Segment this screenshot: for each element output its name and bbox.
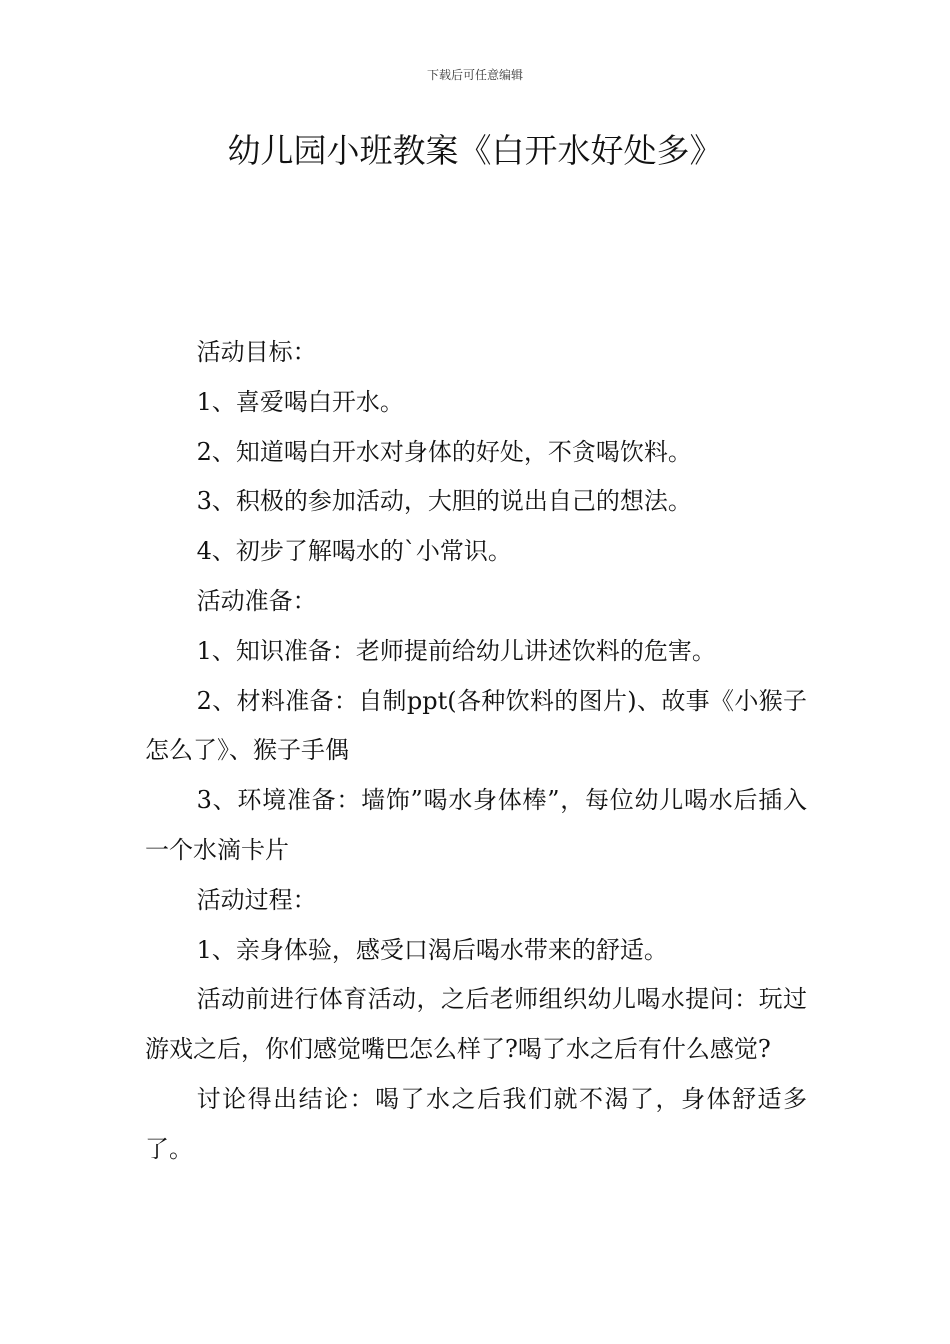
goal-item: 4、初步了解喝水的`小常识。 [196, 537, 512, 566]
header-note: 下载后可任意编辑 [426, 68, 523, 82]
preparation-item: 3、环境准备：墙饰”喝水身体棒”，每位幼儿喝水后插入一个水滴卡片 [145, 786, 807, 864]
document-body [145, 328, 807, 1175]
goal-item: 3、积极的参加活动，大胆的说出自己的想法。 [196, 487, 692, 516]
document-title: 幼儿园小班教案《白开水好处多》 [227, 131, 723, 170]
section-heading-goals: 活动目标： [196, 338, 317, 366]
goal-item: 2、知道喝白开水对身体的好处，不贪喝饮料。 [196, 437, 692, 466]
body-paragraph: 讨论得出结论：喝了水之后我们就不渴了，身体舒适多了。 [145, 1084, 807, 1163]
section-heading-process: 活动过程： [196, 885, 317, 914]
goal-item: 1、喜爱喝白开水。 [196, 387, 404, 416]
process-step: 1、亲身体验，感受口渴后喝水带来的舒适。 [196, 935, 668, 964]
body-paragraph: 活动前进行体育活动，之后老师组织幼儿喝水提问：玩过游戏之后，你们感觉嘴巴怎么样了?喝了水之后有什么感觉? [145, 985, 807, 1064]
preparation-item: 2、材料准备：自制ppt(各种饮料的图片)、故事《小猴子怎么了》、猴子手偶 [145, 686, 807, 765]
section-heading-preparation: 活动准备： [196, 586, 317, 615]
preparation-item: 1、知识准备：老师提前给幼儿讲述饮料的危害。 [196, 636, 716, 665]
